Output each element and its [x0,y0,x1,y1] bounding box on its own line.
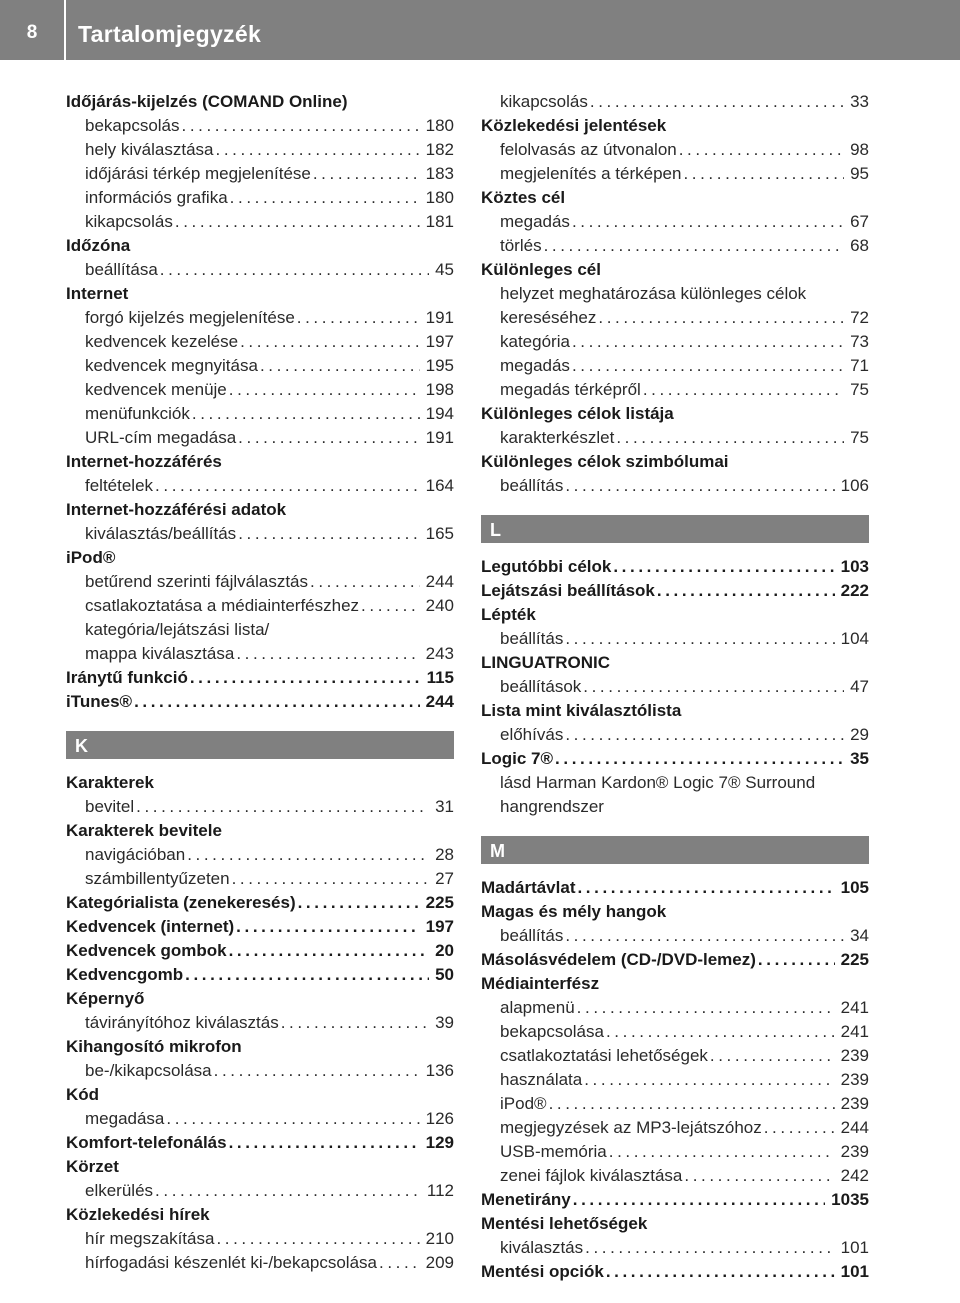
entry-label: megjelenítés a térképen [500,164,682,183]
dot-leader [132,690,420,714]
index-entry-kivalasztas-beallitas [66,522,454,546]
dot-leader [575,996,835,1020]
entry-label: hír megszakítása [85,1229,215,1248]
entry-label: URL-cím megadása [85,428,237,447]
entry-label: kiválasztás/beállítás [85,524,237,543]
entry-label: Lejátszási beállítások [481,581,655,600]
page-reference: 104 [840,629,869,648]
index-heading-koztes-cel: Köztes cél [481,188,566,207]
entry-label: időjárási térkép megjelenítése [85,164,311,183]
page-reference: 68 [850,236,869,255]
entry-label: bekapcsolása [500,1022,604,1041]
index-heading-iranytu-funkcio [66,666,454,690]
entry-label: Kedvencgomb [66,965,184,984]
index-heading-kategorialista-zenekereses [66,891,454,915]
entry-label: Legutóbbi célok [481,557,612,576]
index-entry-kategoria-lejatszasi-lista: kategória/lejátszási lista/ [85,620,270,639]
index-heading-ipod: iPod® [66,548,116,567]
entry-label: beállítása [85,260,158,279]
index-heading-lejatszasi-beallitasok [481,579,869,603]
page-reference: 210 [425,1229,454,1248]
index-entry-informacios-grafika [66,186,454,210]
index-heading-idozona: Időzóna [66,236,131,255]
index-heading-kedvencek-internet [66,915,454,939]
page-reference: 244 [425,572,454,591]
entry-label: Iránytű funkció [66,668,188,687]
header-divider [64,0,66,60]
dot-leader [553,747,844,771]
index-heading-masolasvedelem-cd-dvd-lemez [481,948,869,972]
entry-label: beállítás [500,629,564,648]
index-entry-be-kikapcsolasa [66,1059,454,1083]
index-entry-ipod [481,1092,869,1116]
index-heading-kepernyo: Képernyő [66,989,145,1008]
entry-label: használata [500,1070,583,1089]
page-reference: 101 [840,1262,869,1281]
page-reference: 136 [425,1061,454,1080]
entry-label: navigációban [85,845,186,864]
dot-leader [604,1020,835,1044]
page-reference: 98 [850,140,869,159]
page-reference: 222 [840,581,869,600]
index-heading-karakterek-bevitele: Karakterek bevitele [66,821,222,840]
page-number: 8 [26,22,38,43]
entry-label: bekapcsolás [85,116,180,135]
index-entry-navigacioban [66,843,454,867]
page-reference: 243 [425,644,454,663]
dot-leader [570,330,844,354]
page-reference: 183 [425,164,454,183]
entry-label: megadása [85,1109,165,1128]
entry-label: USB-memória [500,1142,607,1161]
dot-leader [570,354,844,378]
dot-leader [596,306,844,330]
section-letter-m: M [481,836,869,864]
index-entry-hirfogadasi-keszenlet-ki-bekapcsolasa [66,1251,454,1275]
page-reference: 180 [425,188,454,207]
index-entry-kategoria [481,330,869,354]
index-entry-megadasa [66,1107,454,1131]
dot-leader [614,426,844,450]
index-entry-alapmenu [481,996,869,1020]
index-heading-lista-mint-kivalasztolista: Lista mint kiválasztólista [481,701,682,720]
page-reference: 75 [850,428,869,447]
entry-label: megadás térképről [500,380,641,399]
dot-leader [681,162,844,186]
dot-leader [583,1236,834,1260]
entry-label: Menetirány [481,1190,571,1209]
page-reference: 164 [425,476,454,495]
entry-label: Kedvencek gombok [66,941,227,960]
page-reference: 239 [840,1070,869,1089]
page-reference: 95 [850,164,869,183]
page-reference: 182 [425,140,454,159]
index-heading-leptek: Lépték [481,605,536,624]
index-heading-kozlekedesi-hirek: Közlekedési hírek [66,1205,210,1224]
dot-leader [214,1227,419,1251]
index-entry-usb-memoria [481,1140,869,1164]
index-entry-hir-megszakitasa [66,1227,454,1251]
entry-label: csatlakoztatási lehetőségek [500,1046,708,1065]
dot-leader [607,1140,835,1164]
entry-label: kiválasztás [500,1238,584,1257]
dot-leader [762,1116,835,1140]
index-entry-megadas [481,210,869,234]
entry-label: betűrend szerinti fájlválasztás [85,572,309,591]
dot-leader [188,666,421,690]
dot-leader [563,723,844,747]
dot-leader [604,1260,835,1284]
page-reference: 197 [425,917,454,936]
page-reference: 75 [850,380,869,399]
dot-leader [190,402,420,426]
section-letter-k: K [66,731,454,759]
page-reference: 105 [840,878,869,897]
page-reference: 244 [840,1118,869,1137]
page-reference: 72 [850,308,869,327]
dot-leader [180,114,420,138]
entry-label: mappa kiválasztása [85,644,235,663]
entry-label: beállítás [500,926,564,945]
page-reference: 242 [840,1166,869,1185]
entry-label: kikapcsolás [85,212,173,231]
dot-leader [570,210,844,234]
index-entry-csatlakoztatasi-lehetosegek [481,1044,869,1068]
dot-leader [588,90,844,114]
index-entry-csatlakoztatasa-a-mediainterfeszhez [66,594,454,618]
dot-leader [183,963,429,987]
index-heading-karakterek: Karakterek [66,773,154,792]
dot-leader [185,843,429,867]
index-entry-menufunkciok [66,402,454,426]
index-entry-beallitas [481,924,869,948]
index-entry-idojarasi-terkep-megjelenitese [66,162,454,186]
dot-leader [311,162,420,186]
page-reference: 28 [435,845,454,864]
index-entry-kedvencek-menuje [66,378,454,402]
dot-leader [238,330,420,354]
entry-label: feltételek [85,476,154,495]
entry-label: karakterkészlet [500,428,615,447]
page-reference: 101 [840,1238,869,1257]
page-header [0,0,960,60]
index-entry-url-cim-megadasa [66,426,454,450]
index-heading-mediainterfesz: Médiainterfész [481,974,600,993]
index-entry-zenei-fajlok-kivalasztasa [481,1164,869,1188]
index-heading-kozlekedesi-jelentesek: Közlekedési jelentések [481,116,667,135]
index-entry-szambillentyuzeten [66,867,454,891]
page-reference: 197 [425,332,454,351]
index-entry-hangrendszer: hangrendszer [500,797,604,816]
index-heading-idojaras-kijelzes-comand-online: Időjárás-kijelzés (COMAND Online) [66,92,348,111]
index-entry-megjelenites-a-terkepen [481,162,869,186]
page-reference: 115 [426,668,454,687]
index-heading-menetirany [481,1188,869,1212]
index-heading-internet: Internet [66,284,129,303]
index-heading-kulonleges-celok-listaja: Különleges célok listája [481,404,674,423]
entry-label: kedvencek kezelése [85,332,239,351]
index-entry-karakterkeszlet [481,426,869,450]
entry-label: Kategórialista (zenekeresés) [66,893,296,912]
dot-leader [234,642,419,666]
page-reference: 195 [425,356,454,375]
entry-label: Logic 7® [481,749,554,768]
index-heading-itunes [66,690,454,714]
page-reference: 198 [425,380,454,399]
dot-leader [582,1068,834,1092]
page-reference: 165 [425,524,454,543]
entry-label: bevitel [85,797,135,816]
dot-leader [230,867,430,891]
index-entry-hasznalata [481,1068,869,1092]
index-heading-magas-es-mely-hangok: Magas és mély hangok [481,902,667,921]
entry-label: megadás [500,356,570,375]
dot-leader [236,426,419,450]
dot-leader [227,1131,420,1155]
index-heading-internet-hozzaferesi-adatok: Internet-hozzáférési adatok [66,500,287,519]
index-entry-torles [481,234,869,258]
index-heading-kulonleges-cel: Különleges cél [481,260,601,279]
page-reference: 239 [840,1142,869,1161]
index-entry-bevitel [66,795,454,819]
index-entry-beturend-szerinti-fajlvalasztas [66,570,454,594]
dot-leader [677,138,844,162]
index-column-right [481,90,869,1284]
entry-label: kikapcsolás [500,92,588,111]
dot-leader [234,915,419,939]
index-entry-keresesehez [481,306,869,330]
entry-label: kedvencek megnyitása [85,356,258,375]
dot-leader [547,1092,835,1116]
index-entry-beallitas [481,474,869,498]
index-heading-linguatronic: LINGUATRONIC [481,653,611,672]
page-reference: 209 [425,1253,454,1272]
dot-leader [563,474,834,498]
entry-label: felolvasás az útvonalon [500,140,677,159]
index-entry-kikapcsolas [66,210,454,234]
index-entry-elohivas [481,723,869,747]
index-heading-kod: Kód [66,1085,100,1104]
index-entry-hely-kivalasztasa [66,138,454,162]
entry-label: iPod® [500,1094,547,1113]
dot-leader [228,186,420,210]
page-reference: 225 [425,893,454,912]
index-entry-lasd-harman-kardon-logic-7-surround: lásd Harman Kardon® Logic 7® Surround [500,773,816,792]
entry-label: alapmenü [500,998,575,1017]
index-entry-taviranyitohoz-kivalasztas [66,1011,454,1035]
entry-label: Másolásvédelem (CD-/DVD-lemez) [481,950,756,969]
dot-leader [295,306,420,330]
dot-leader [575,876,834,900]
page-reference: 71 [850,356,869,375]
index-entry-megadas [481,354,869,378]
entry-label: menüfunkciók [85,404,190,423]
index-entry-megadas-terkeprol [481,378,869,402]
dot-leader [164,1107,419,1131]
entry-label: zenei fájlok kiválasztása [500,1166,683,1185]
index-heading-kulonleges-celok-szimbolumai: Különleges célok szimbólumai [481,452,729,471]
entry-label: törlés [500,236,542,255]
index-heading-mentesi-opciok [481,1260,869,1284]
index-heading-madartavlat [481,876,869,900]
dot-leader [227,378,420,402]
dot-leader [641,378,844,402]
page-reference: 241 [840,998,869,1017]
entry-label: elkerülés [85,1181,154,1200]
entry-label: számbillentyűzeten [85,869,230,888]
entry-label: információs grafika [85,188,228,207]
entry-label: iTunes® [66,692,133,711]
index-entry-beallitasok [481,675,869,699]
index-heading-mentesi-lehetosegek: Mentési lehetőségek [481,1214,648,1233]
entry-label: hírfogadási készenlét ki-/bekapcsolása [85,1253,377,1272]
page-reference: 240 [425,596,454,615]
page-reference: 106 [840,476,869,495]
index-entry-feltetelek [66,474,454,498]
dot-leader [756,948,835,972]
page-reference: 181 [425,212,454,231]
page-reference: 225 [840,950,869,969]
dot-leader [158,258,429,282]
dot-leader [153,1179,421,1203]
dot-leader [308,570,420,594]
dot-leader [173,210,420,234]
index-entry-elkerules [66,1179,454,1203]
dot-leader [542,234,845,258]
entry-label: előhívás [500,725,564,744]
page-reference: 241 [840,1022,869,1041]
entry-label: beállítás [500,476,564,495]
page-reference: 39 [435,1013,454,1032]
page-reference: 112 [426,1181,454,1200]
section-letter-l: L [481,515,869,543]
index-entry-kedvencek-megnyitasa [66,354,454,378]
index-heading-internet-hozzaferes: Internet-hozzáférés [66,452,222,471]
page-reference: 239 [840,1094,869,1113]
entry-label: megjegyzések az MP3-lejátszóhoz [500,1118,762,1137]
page-reference: 129 [425,1133,454,1152]
index-entry-helyzet-meghatarozasa-kulonleges-celok: helyzet meghatározása különleges célok [500,284,807,303]
page-reference: 239 [840,1046,869,1065]
entry-label: Madártávlat [481,878,576,897]
dot-leader [296,891,420,915]
dot-leader [611,555,834,579]
index-entry-bekapcsolas [66,114,454,138]
entry-label: csatlakoztatása a médiainterfészhez [85,596,360,615]
dot-leader [708,1044,835,1068]
dot-leader [279,1011,429,1035]
index-entry-beallitas [481,627,869,651]
dot-leader [153,474,420,498]
index-heading-komfort-telefonalas [66,1131,454,1155]
page-title: Tartalomjegyzék [78,21,262,47]
entry-label: kategória [500,332,570,351]
index-heading-logic-7 [481,747,869,771]
page-reference: 20 [435,941,454,960]
page-reference: 29 [850,725,869,744]
page-reference: 35 [850,749,869,768]
page-reference: 67 [850,212,869,231]
entry-label: távirányítóhoz kiválasztás [85,1013,279,1032]
dot-leader [134,795,429,819]
page-reference: 1035 [831,1190,869,1209]
dot-leader [236,522,419,546]
dot-leader [359,594,420,618]
index-heading-legutobbi-celok [481,555,869,579]
entry-label: hely kiválasztása [85,140,214,159]
page-reference: 33 [850,92,869,111]
dot-leader [377,1251,420,1275]
index-entry-kikapcsolas [481,90,869,114]
entry-label: Mentési opciók [481,1262,604,1281]
page-reference: 45 [435,260,454,279]
index-entry-felolvasas-az-utvonalon [481,138,869,162]
entry-label: Komfort-telefonálás [66,1133,227,1152]
dot-leader [563,627,834,651]
index-heading-kedvencek-gombok [66,939,454,963]
index-heading-korzet: Körzet [66,1157,119,1176]
index-heading-kihangosito-mikrofon: Kihangosító mikrofon [66,1037,242,1056]
page-reference: 194 [425,404,454,423]
dot-leader [581,675,844,699]
dot-leader [212,1059,420,1083]
index-entry-kedvencek-kezelese [66,330,454,354]
page-reference: 47 [850,677,869,696]
index-entry-forgo-kijelzes-megjelenitese [66,306,454,330]
page-reference: 34 [850,926,869,945]
index-column-left [66,90,454,1275]
dot-leader [214,138,420,162]
page-reference: 31 [435,797,454,816]
page-reference: 73 [850,332,869,351]
entry-label: beállítások [500,677,582,696]
page-reference: 180 [425,116,454,135]
page-reference: 103 [840,557,869,576]
index-entry-megjegyzesek-az-mp3-lejatszohoz [481,1116,869,1140]
index-heading-kedvencgomb [66,963,454,987]
entry-label: kedvencek menüje [85,380,227,399]
page-reference: 27 [435,869,454,888]
page-reference: 191 [425,308,454,327]
page-reference: 126 [425,1109,454,1128]
index-entry-bekapcsolasa [481,1020,869,1044]
index-entry-beallitasa [66,258,454,282]
entry-label: Kedvencek (internet) [66,917,235,936]
dot-leader [655,579,835,603]
dot-leader [258,354,420,378]
page-reference: 191 [425,428,454,447]
index-entry-kivalasztas [481,1236,869,1260]
index-entry-mappa-kivalasztasa [66,642,454,666]
dot-leader [227,939,429,963]
dot-leader [563,924,844,948]
page-reference: 50 [435,965,454,984]
dot-leader [571,1188,825,1212]
entry-label: megadás [500,212,570,231]
dot-leader [682,1164,834,1188]
page-reference: 244 [425,692,454,711]
entry-label: be-/kikapcsolása [85,1061,212,1080]
entry-label: forgó kijelzés megjelenítése [85,308,295,327]
entry-label: kereséséhez [500,308,597,327]
